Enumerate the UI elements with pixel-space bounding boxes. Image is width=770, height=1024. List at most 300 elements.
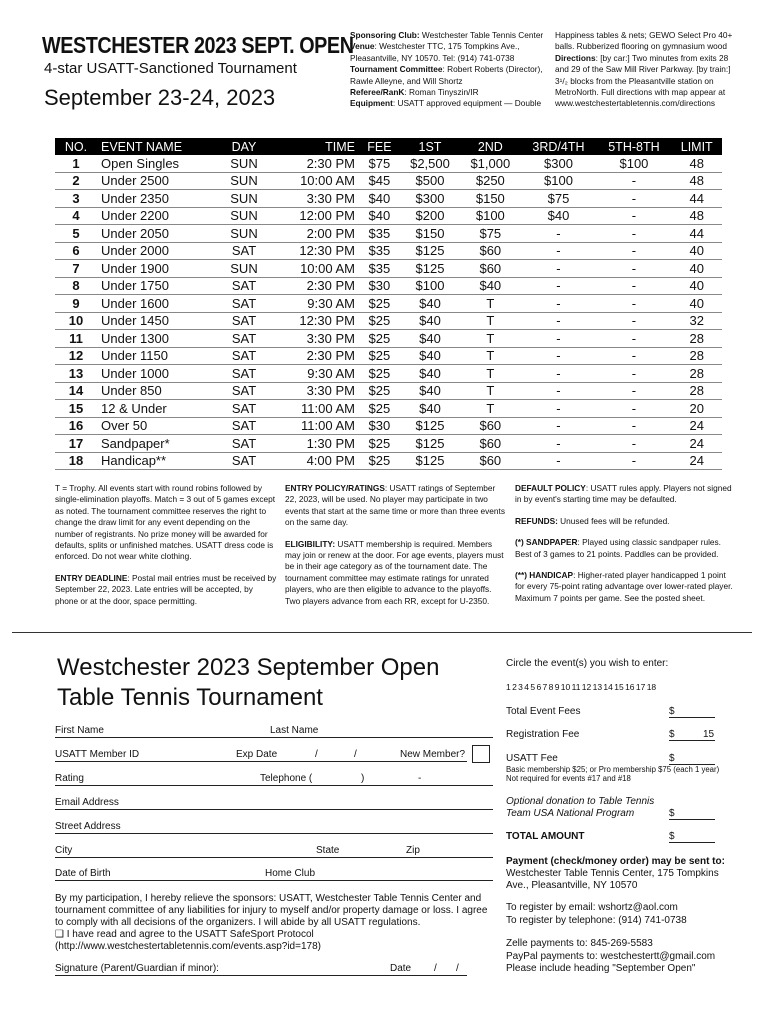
table-cell: - (521, 225, 597, 243)
table-cell: - (596, 172, 671, 190)
tournament-subtitle: 4-star USATT-Sanctioned Tournament (44, 60, 297, 77)
table-cell: - (596, 260, 671, 278)
table-cell: 12:00 PM (273, 207, 359, 225)
cut-line (12, 632, 752, 633)
table-cell: - (596, 312, 671, 330)
table-row (55, 225, 722, 243)
table-cell: Under 2350 (97, 190, 215, 208)
exp-date-label: Exp Date (236, 749, 278, 760)
table-cell: $100 (521, 172, 597, 190)
total-event-fees-label: Total Event Fees (506, 706, 581, 717)
eligibility-label: ELIGIBILITY: (285, 538, 336, 549)
table-cell: $100 (596, 155, 671, 172)
table-cell: $60 (460, 242, 520, 260)
table-cell: - (596, 417, 671, 435)
usatt-fee-label: USATT Fee (506, 753, 558, 764)
table-cell: 20 (671, 400, 722, 418)
notes-column-3 (515, 483, 735, 614)
dob-label: Date of Birth (55, 868, 111, 879)
table-cell: Under 2500 (97, 172, 215, 190)
table-cell: 2:30 PM (273, 277, 359, 295)
payment-label: Payment (check/money order) may be sent to (506, 856, 722, 867)
col-header: DAY (231, 139, 257, 154)
table-cell: 12 (55, 347, 97, 365)
email-field[interactable] (55, 809, 493, 810)
telephone-paren: ) (361, 773, 365, 784)
donation-label: Optional donation to Table Tennis Team USA National Program (506, 796, 655, 819)
table-row (55, 382, 722, 400)
new-member-label: New Member? (400, 749, 466, 760)
notes-column-2 (285, 483, 505, 617)
table-cell: $125 (400, 242, 460, 260)
trophy-note: T = Trophy. All events start with round robins followed by single-elimination playoffs. Match = 3 out of 5 games except as noted. The tournament committee reserves the right to change the draw limit for any event depending on the number of registrants. No prize money will be awarded for defaults, splits or unfinished matches. USATT dress code is enforced. Do not wear white clothing. (55, 483, 276, 562)
table-cell: $25 (359, 400, 400, 418)
zip-label: Zip (406, 845, 420, 856)
table-cell: Under 2000 (97, 242, 215, 260)
table-row (55, 347, 722, 365)
table-cell: 5 (55, 225, 97, 243)
table-cell: Under 1900 (97, 260, 215, 278)
registration-fee-field (669, 740, 715, 741)
table-cell: 15 (55, 400, 97, 418)
table-cell: 11 (55, 330, 97, 348)
dollar-sign: $ (669, 706, 675, 717)
table-cell: T (460, 365, 520, 383)
events-table-header (55, 138, 722, 155)
table-cell: $40 (400, 330, 460, 348)
table-cell: 48 (671, 172, 722, 190)
usatt-fee-note: Basic membership $25; or Pro membership $75 (each 1 year) (506, 765, 720, 774)
table-cell: 4 (55, 207, 97, 225)
table-cell: 28 (671, 347, 722, 365)
table-cell: Under 1450 (97, 312, 215, 330)
deadline-label: ENTRY DEADLINE (55, 572, 128, 583)
table-cell: - (521, 277, 597, 295)
paypal-note: Please include heading "September Open" (506, 963, 696, 974)
table-cell: 3:30 PM (273, 330, 359, 348)
table-cell: T (460, 312, 520, 330)
col-header: FEE (367, 139, 392, 154)
date-slash: / (434, 963, 437, 974)
table-cell: - (521, 295, 597, 313)
table-cell: 10:00 AM (273, 172, 359, 190)
table-cell: 7 (55, 260, 97, 278)
default-label: DEFAULT POLICY (515, 483, 586, 493)
table-cell: $100 (460, 207, 520, 225)
registration-fee-amount: 15 (703, 729, 715, 740)
table-cell: SAT (215, 242, 273, 260)
table-cell: 2:30 PM (273, 155, 359, 172)
directions: : [by car:] Two minutes from exits 28 and 29 of the Saw Mill River Parkway. [by train:] 3¹/₂ blocks from the Pleasantville station on MetroNorth. Full directions with map appear at www.westchestertabletennis.com/directions (555, 52, 731, 109)
donation-field[interactable] (669, 819, 715, 820)
table-cell: $60 (460, 452, 520, 470)
waiver-text: By my participation, I hereby relieve the sponsors: USATT, Westchester Table Tennis Center and tournament committee of any liabilities for injury to myself and/or property damage or loss. I agree to comply with all decisions of the organizers. I will abide by all USATT regulations. (55, 893, 488, 928)
table-cell: 3:30 PM (273, 190, 359, 208)
table-cell: 40 (671, 242, 722, 260)
table-cell: 24 (671, 452, 722, 470)
table-cell: 44 (671, 190, 722, 208)
table-cell: $25 (359, 452, 400, 470)
home-club-label: Home Club (265, 868, 316, 879)
zelle-info: Zelle payments to: 845-269-5583 (506, 938, 653, 949)
table-cell: Sandpaper* (97, 435, 215, 453)
sponsor-club-label: Sponsoring Club: (350, 30, 420, 40)
payment-colon: : (721, 856, 725, 867)
equipment-continued: Happiness tables & nets; GEWO Select Pro 40+ balls. Rubberized flooring on gymnasium wood (555, 30, 733, 52)
table-cell: 12:30 PM (273, 312, 359, 330)
table-cell: SAT (215, 452, 273, 470)
table-cell: 48 (671, 207, 722, 225)
table-cell: 40 (671, 277, 722, 295)
table-cell: $500 (400, 172, 460, 190)
total-event-fees-field[interactable] (669, 717, 715, 718)
table-cell: 13 (55, 365, 97, 383)
dollar-sign: $ (669, 808, 675, 819)
safesport-text: I have read and agree to the USATT SafeSport Protocol (http://www.westchestertabletennis.com/events.asp?id=178) (55, 929, 321, 952)
table-cell: - (521, 347, 597, 365)
table-cell: $25 (359, 295, 400, 313)
usatt-fee-note: Not required for events #17 and #18 (506, 774, 631, 783)
table-row (55, 295, 722, 313)
table-cell: SAT (215, 382, 273, 400)
col-header: TIME (325, 139, 355, 154)
dob-club-field[interactable] (55, 880, 493, 881)
table-cell: - (521, 330, 597, 348)
registration-fee-label: Registration Fee (506, 729, 580, 740)
tournament-title: WESTCHESTER 2023 SEPT. OPEN (42, 32, 354, 58)
table-cell: - (521, 242, 597, 260)
sponsor-info (350, 30, 550, 110)
table-cell: $35 (359, 225, 400, 243)
safesport-row (55, 929, 495, 953)
street-field[interactable] (55, 833, 493, 834)
table-cell: - (596, 207, 671, 225)
table-cell: $30 (359, 417, 400, 435)
tournament-dates: September 23-24, 2023 (44, 85, 276, 110)
table-cell: SUN (215, 225, 273, 243)
name-field[interactable] (55, 737, 493, 738)
table-cell: $200 (400, 207, 460, 225)
table-cell: $300 (521, 155, 597, 172)
city-state-zip-field[interactable] (55, 857, 493, 858)
table-cell: 11:00 AM (273, 400, 359, 418)
table-cell: $150 (460, 190, 520, 208)
table-cell: T (460, 295, 520, 313)
table-cell: 4:00 PM (273, 452, 359, 470)
state-label: State (316, 845, 340, 856)
table-cell: 32 (671, 312, 722, 330)
equipment: : USATT approved equipment — Double (392, 98, 542, 109)
signature-label: Signature (Parent/Guardian if minor): (55, 963, 219, 974)
table-cell: - (521, 452, 597, 470)
payment-info (506, 856, 731, 892)
table-row (55, 417, 722, 435)
table-row (55, 452, 722, 470)
table-cell: SAT (215, 277, 273, 295)
table-cell: $125 (400, 260, 460, 278)
dollar-sign: $ (669, 753, 675, 764)
table-cell: - (596, 190, 671, 208)
table-cell: 12:30 PM (273, 242, 359, 260)
table-row (55, 155, 722, 172)
table-cell: 9:30 AM (273, 295, 359, 313)
col-header: 2ND (477, 139, 503, 154)
dollar-sign: $ (669, 831, 675, 842)
table-row (55, 172, 722, 190)
table-cell: - (521, 260, 597, 278)
table-cell: SUN (215, 172, 273, 190)
table-row (55, 207, 722, 225)
rating-phone-field[interactable] (55, 785, 493, 786)
table-cell: 40 (671, 260, 722, 278)
table-row (55, 190, 722, 208)
table-cell: - (596, 295, 671, 313)
referee: : Roman Tinyszin/IR (404, 87, 479, 98)
table-cell: $25 (359, 347, 400, 365)
table-cell: 9:30 AM (273, 365, 359, 383)
telephone-label: Telephone ( (260, 773, 313, 784)
table-cell: SUN (215, 190, 273, 208)
dollar-sign: $ (669, 729, 675, 740)
table-cell: - (521, 312, 597, 330)
sponsor-club: Westchester Table Tennis Center (419, 30, 544, 40)
table-cell: SAT (215, 295, 273, 313)
email-label: Email Address (55, 797, 119, 808)
table-cell: 12 & Under (97, 400, 215, 418)
directions-info (555, 30, 735, 110)
equipment-label: Equipment (350, 98, 393, 109)
table-cell: $40 (460, 277, 520, 295)
sign-date-label: Date (390, 963, 412, 974)
rating-label: Rating (55, 773, 84, 784)
table-cell: $75 (359, 155, 400, 172)
event-numbers[interactable]: 1 2 3 4 5 6 7 8 9 10 11 12 13 14 15 16 17 18 (506, 682, 657, 692)
table-cell: Under 2050 (97, 225, 215, 243)
col-header: EVENT NAME (101, 139, 183, 154)
date-slash: / (315, 749, 318, 760)
table-cell: 16 (55, 417, 97, 435)
table-cell: 10 (55, 312, 97, 330)
table-cell: SUN (215, 207, 273, 225)
table-cell: 44 (671, 225, 722, 243)
table-cell: 24 (671, 417, 722, 435)
table-cell: 24 (671, 435, 722, 453)
table-cell: SAT (215, 330, 273, 348)
table-cell: $300 (400, 190, 460, 208)
table-cell: Under 1150 (97, 347, 215, 365)
policy-text: : USATT ratings of September 22, 2023, will be used. No player may participate in two events that start at the same time or more than three events on the same day. (285, 483, 505, 528)
table-cell: T (460, 400, 520, 418)
table-cell: $125 (400, 417, 460, 435)
table-cell: 11:00 AM (273, 417, 359, 435)
table-cell: $40 (400, 312, 460, 330)
table-cell: $40 (400, 382, 460, 400)
default-text: : USATT rules apply. Players not signed in by event's starting time may be defaulted. (515, 483, 732, 505)
table-cell: - (521, 365, 597, 383)
table-row (55, 435, 722, 453)
table-cell: $40 (400, 295, 460, 313)
table-cell: $2,500 (400, 155, 460, 172)
table-row (55, 312, 722, 330)
city-label: City (55, 845, 73, 856)
table-cell: Handicap** (97, 452, 215, 470)
table-cell: $25 (359, 330, 400, 348)
table-cell: $40 (521, 207, 597, 225)
table-cell: $75 (460, 225, 520, 243)
table-cell: Under 1750 (97, 277, 215, 295)
table-cell: $25 (359, 382, 400, 400)
venue: : Westchester TTC, 175 Tompkins Ave., Pleasantville, NY 10570. Tel: (914) 741-0738 (350, 41, 520, 63)
table-cell: $125 (400, 452, 460, 470)
table-cell: $35 (359, 242, 400, 260)
table-row (55, 365, 722, 383)
table-cell: $60 (460, 260, 520, 278)
signature-field[interactable] (55, 975, 467, 976)
table-cell: 6 (55, 242, 97, 260)
usatt-id-label: USATT Member ID (55, 749, 140, 760)
table-row (55, 400, 722, 418)
col-header: 1ST (418, 139, 442, 154)
table-cell: $100 (400, 277, 460, 295)
table-cell: 1:30 PM (273, 435, 359, 453)
refunds-text: Unused fees will be refunded. (557, 515, 670, 526)
table-row (55, 330, 722, 348)
telephone-dash: - (418, 773, 422, 784)
table-cell: SUN (215, 155, 273, 172)
table-cell: T (460, 330, 520, 348)
date-slash: / (456, 963, 459, 974)
street-label: Street Address (55, 821, 121, 832)
table-cell: 28 (671, 382, 722, 400)
table-cell: $75 (521, 190, 597, 208)
table-cell: SAT (215, 417, 273, 435)
table-cell: $30 (359, 277, 400, 295)
handicap-text: : Higher-rated player handicapped 1 point for every 75-point rating advantage over lower-rated player. Maximum 7 points per game. See the posted sheet. (515, 570, 733, 603)
last-name-label: Last Name (270, 725, 319, 736)
date-slash: / (354, 749, 357, 760)
safesport-checkbox[interactable]: ❑ (55, 929, 64, 940)
table-cell: SAT (215, 312, 273, 330)
table-cell: - (521, 382, 597, 400)
table-cell: $150 (400, 225, 460, 243)
total-amount-label: TOTAL AMOUNT (506, 831, 585, 842)
table-row (55, 242, 722, 260)
table-cell: Open Singles (97, 155, 215, 172)
table-cell: T (460, 382, 520, 400)
deadline-text: : Postal mail entries must be received by September 22, 2023. Late entries will be accepted, by phone or at the door, space permitting. (55, 572, 277, 606)
table-cell: 48 (671, 155, 722, 172)
table-cell: $25 (359, 365, 400, 383)
table-cell: 17 (55, 435, 97, 453)
table-cell: - (521, 400, 597, 418)
table-cell: $35 (359, 260, 400, 278)
table-row (55, 277, 722, 295)
table-cell: 2:00 PM (273, 225, 359, 243)
register-email: To register by email: wshortz@aol.com (506, 902, 678, 913)
table-cell: - (521, 435, 597, 453)
table-cell: SUN (215, 260, 273, 278)
table-cell: Under 2200 (97, 207, 215, 225)
table-cell: 1 (55, 155, 97, 172)
committee-label: Tournament Committee (350, 64, 443, 75)
table-cell: - (596, 277, 671, 295)
new-member-checkbox[interactable] (472, 745, 490, 763)
register-phone: To register by telephone: (914) 741-0738 (506, 915, 687, 926)
col-header: LIMIT (680, 139, 713, 154)
table-cell: T (460, 347, 520, 365)
table-cell: $40 (400, 365, 460, 383)
table-cell: $60 (460, 417, 520, 435)
table-cell: - (596, 365, 671, 383)
paypal-info: PayPal payments to: westchestertt@gmail.com (506, 951, 716, 962)
table-cell: - (596, 435, 671, 453)
eligibility-text: USATT membership is required. Members may join or renew at the door. For age events, players must be in their age category as of the tournament date. The tournament committee may estimate ratings for unrated players, who are then eligible to advance to the playoffs. Two players advance from each RR, except for U-2350. (285, 538, 504, 606)
table-cell: 8 (55, 277, 97, 295)
table-cell: $25 (359, 435, 400, 453)
table-cell: 2:30 PM (273, 347, 359, 365)
circle-prompt: Circle the event(s) you wish to enter: (506, 658, 669, 669)
table-cell: - (596, 330, 671, 348)
table-row (55, 260, 722, 278)
table-cell: $60 (460, 435, 520, 453)
table-cell: $40 (359, 190, 400, 208)
table-cell: 9 (55, 295, 97, 313)
table-cell: 40 (671, 295, 722, 313)
col-header: 3RD/4TH (532, 139, 585, 154)
table-cell: SAT (215, 435, 273, 453)
policy-label: ENTRY POLICY/RATINGS (285, 483, 385, 493)
table-cell: 28 (671, 365, 722, 383)
table-cell: 3 (55, 190, 97, 208)
table-cell: SAT (215, 347, 273, 365)
table-cell: 18 (55, 452, 97, 470)
table-cell: 2 (55, 172, 97, 190)
table-cell: - (596, 452, 671, 470)
table-cell: $40 (359, 207, 400, 225)
committee: : Robert Roberts (Director), Rawle Alleyne, and Will Shortz (350, 64, 543, 86)
table-cell: 28 (671, 330, 722, 348)
table-cell: SAT (215, 400, 273, 418)
table-cell: $45 (359, 172, 400, 190)
table-cell: 14 (55, 382, 97, 400)
table-cell: Under 1600 (97, 295, 215, 313)
table-cell: Under 1300 (97, 330, 215, 348)
table-cell: - (596, 382, 671, 400)
total-amount-field[interactable] (669, 842, 715, 843)
table-cell: - (596, 400, 671, 418)
table-cell: $250 (460, 172, 520, 190)
table-cell: $40 (400, 400, 460, 418)
referee-label: Referee/RanK (350, 87, 405, 98)
table-cell: $1,000 (460, 155, 520, 172)
table-cell: Over 50 (97, 417, 215, 435)
usatt-id-field[interactable] (55, 761, 467, 762)
venue-label: Venue (350, 41, 375, 52)
payment-address: Westchester Table Tennis Center, 175 Tompkins Ave., Pleasantville, NY 10570 (506, 868, 719, 891)
table-cell: $125 (400, 435, 460, 453)
refunds-label: REFUNDS: (515, 515, 558, 526)
table-cell: $40 (400, 347, 460, 365)
col-header: NO. (64, 139, 88, 154)
handicap-label: (**) HANDICAP (515, 570, 574, 581)
notes-column-1 (55, 483, 277, 617)
events-table-body (55, 155, 722, 470)
table-cell: - (596, 225, 671, 243)
table-cell: 10:00 AM (273, 260, 359, 278)
table-cell: - (596, 347, 671, 365)
table-cell: $25 (359, 312, 400, 330)
first-name-label: First Name (55, 725, 104, 736)
